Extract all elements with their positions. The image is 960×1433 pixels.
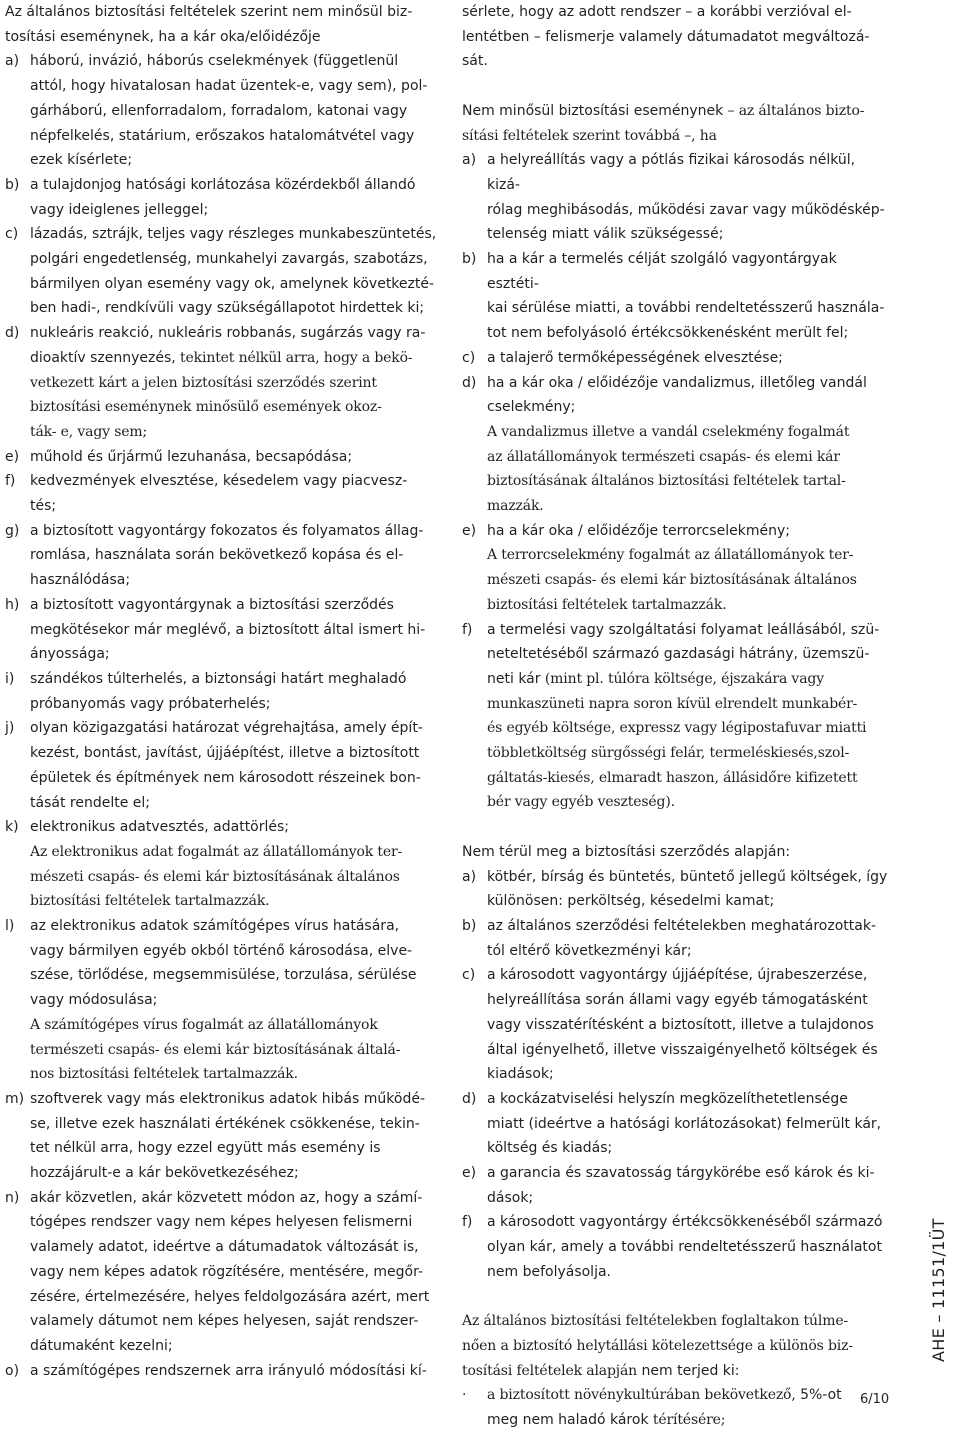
text-line [487,667,890,692]
text-line: dátumaként kezelni; [30,1337,173,1354]
text-line: a termelési vagy szolgáltatási folyamat leállásából, szü- [487,621,880,638]
text-line: helyreállítása során állami vagy egyéb támogatásként [487,992,868,1009]
left-list-item [5,593,443,667]
text-line: tását rendelte el; [30,794,150,811]
left-paragraph [5,0,443,49]
page-number: 6/10 [860,1392,890,1407]
text-line: által igényelhető, illetve visszaigényelhető költségek és [487,1041,878,1058]
text-line: sát. [462,53,488,70]
right-paragraph [462,1309,890,1383]
text-line: dások; [487,1189,534,1206]
text-line: vagy bármilyen egyéb okból történő károsodása, elve- [30,942,413,959]
text-line: szoftverek vagy más elektronikus adatok hibás működé- [30,1090,425,1107]
right-list-item [462,865,890,914]
paragraph-gap [462,74,890,99]
text-line: különösen: perköltség, késedelmi kamat; [487,893,775,910]
text-line: gárháború, ellenforradalom, forradalom, katonai vagy [30,102,408,119]
text-line: többletköltség sürgősségi felár, termeléskiesés,szol- [487,745,850,762]
right-list-item [462,618,890,816]
text-line: a károsodott vagyontárgy újjáépítése, újrabeszerzése, [487,967,868,984]
right-paragraph [462,99,890,148]
text-line: lázadás, sztrájk, teljes vagy részleges munkabeszüntetés, [30,226,437,243]
text-line: vagy visszatérítésként a biztosított, illetve a tulajdonos [487,1016,874,1033]
paragraph-gap [462,1285,890,1310]
left-list-item [5,914,443,1087]
text-line: biztosítási feltételek tartalmazzák. [487,596,727,613]
list-item-label: e) [462,522,477,539]
text-line: nos biztosítási feltételek tartalmazzák. [30,1066,298,1083]
text-line: bármilyen olyan esemény vagy ok, amelynek következté- [30,275,435,292]
text-line: próbanyomás vagy próbaterhelés; [30,695,271,712]
text-line: ha a kár oka / előidézője terrorcselekmény; [487,522,790,539]
text-line-part: térítésére; [648,1412,726,1429]
right-paragraph [462,0,890,74]
text-line: ha a kár oka / előidézője vandalizmus, illetőleg vandál [487,374,867,391]
text-line: költség és kiadás; [487,1140,613,1157]
text-line: cselekmény; [487,399,576,416]
list-item-label: g) [5,522,20,539]
text-line: a biztosított vagyontárgynak a biztosítási szerződés [30,596,394,613]
text-line-part: a biztosított növénykultúrában bekövetkező, [487,1387,796,1404]
left-list-item [5,222,443,321]
text-line-part: meg nem haladó károk [487,1412,649,1429]
left-list-item [5,469,443,518]
left-list-item [5,1359,443,1384]
text-line: olyan közigazgatási határozat végrehajtása, amely épít- [30,720,423,737]
text-line: tot nem befolyásoló értékcsökkenésként merült fel; [487,325,849,342]
text-line-part: neti kár [487,670,541,687]
right-list-item [462,519,890,618]
list-item-label: i) [5,670,15,687]
text-line: tógépes rendszer vagy nem képes helyesen felismerni [30,1214,413,1231]
left-list-item [5,815,443,914]
text-line: kötbér, bírság és büntetés, büntető jellegű költségek, így [487,868,888,885]
text-line: hozzájárult-e a kár bekövetkezéséhez; [30,1165,299,1182]
list-item-label: j) [5,720,15,737]
text-line: népfelkelés, statárium, erőszakos hatalomátvétel vagy [30,127,415,144]
list-item-label: a) [5,53,20,70]
right-list-item [462,247,890,346]
right-list-item [462,148,890,247]
list-item-label: c) [462,349,476,366]
text-line: a számítógépes rendszernek arra irányuló módosítási kí- [30,1362,427,1379]
text-line: lentétben – felismerje valamely dátumadatot megváltozá- [462,28,870,45]
text-line: valamely dátumot nem képes helyesen, saját rendszer- [30,1313,419,1330]
text-line: vagy módosulása; [30,992,158,1009]
text-line: zésére, értelmezésére, helyes feldolgozására azért, mert [30,1288,430,1305]
text-line: ha a kár a termelés célját szolgáló vagyontárgyak esztéti- [487,251,837,292]
left-list-item [5,173,443,222]
text-line: a károsodott vagyontárgy értékcsökkenéséből származó [487,1214,883,1231]
text-line: sítási feltételek szerint továbbá –, ha [462,127,717,144]
text-line: épületek és építmények nem károsodott részeinek bon- [30,769,421,786]
list-item-label: h) [5,596,20,613]
list-item-label: c) [462,967,476,984]
text-line: A terrorcselekmény fogalmát az állatállományok ter- [487,547,854,564]
right-list-item [462,1087,890,1161]
text-line-part: tekintet nélkül arra, hogy a bekö- [175,349,413,366]
text-line: a biztosított vagyontárgy fokozatos és folyamatos állag- [30,522,424,539]
list-item-label: · [462,1387,467,1404]
text-line: tól eltérő következményi kár; [487,942,692,959]
text-line: és egyéb költsége, expressz vagy légipostafuvar miatti [487,720,867,737]
text-line: rólag meghibásodás, működési zavar vagy működéskép- [487,201,885,218]
text-line: ányossága; [30,646,110,663]
text-line: természeti csapás- és elemi kár biztosításának általá- [30,1041,401,1058]
text-line [462,1359,890,1384]
list-item-label: b) [462,251,477,268]
text-line: neteltetéséből származó gazdasági hátrány, üzemszü- [487,646,870,663]
right-list-item [462,346,890,371]
list-item-label: l) [5,918,15,935]
text-line: ták- e, vagy sem; [30,423,148,440]
text-line: telenség miatt válik szükségessé; [487,226,724,243]
text-line-part: (mint pl. túlóra költsége, éjszakára vagy [540,670,824,687]
left-column [5,0,443,1383]
text-line: kezést, bontást, javítást, újjáépítést, illetve a biztosított [30,745,420,762]
text-line: polgári engedetlenség, munkahelyi zavargás, szabotázs, [30,251,428,268]
list-item-label: n) [5,1189,20,1206]
text-line: mazzák. [487,498,544,515]
right-column [462,0,890,1433]
text-line: kedvezmények elvesztése, késedelem vagy piacvesz- [30,473,408,490]
text-line: a garancia és szavatosság tárgykörébe eső károk és ki- [487,1165,875,1182]
text-line: használódása; [30,572,131,589]
text-line: mészeti csapás- és elemi kár biztosításának általános [487,572,857,589]
right-list-item [462,371,890,519]
list-item-label: d) [5,325,20,342]
right-paragraph [462,840,890,865]
text-line-part: – az általános bizto- [723,102,865,119]
text-line: tet nélkül arra, hogy ezzel együtt más esemény is [30,1140,381,1157]
text-line: nően a biztosító helytállási kötelezettsége a különös biz- [462,1337,853,1354]
list-item-label: f) [462,621,473,638]
text-line: biztosítási feltételek tartalmazzák. [30,893,270,910]
list-item-label: b) [5,176,20,193]
list-item-label: a) [462,152,477,169]
left-list-item [5,445,443,470]
text-line: Nem térül meg a biztosítási szerződés alapján: [462,843,791,860]
text-line: vagy ideiglenes jelleggel; [30,201,209,218]
list-item-label: k) [5,819,19,836]
text-line: kai sérülése miatti, a további rendeltetésszerű használa- [487,300,885,317]
text-line: tosítási eseménynek, ha a kár oka/előidézője [5,28,321,45]
left-list-item [5,519,443,593]
left-list-item [5,49,443,173]
text-line: kiadások; [487,1066,554,1083]
text-line-part: Nem minősül biztosítási eseménynek [462,102,724,119]
text-line: műhold és űrjármű lezuhanása, becsapódása; [30,448,353,465]
text-line: ben hadi-, rendkívüli vagy szükségállapotot hirdettek ki; [30,300,425,317]
text-line: gáltatás-kiesés, elmaradt haszon, állásidőre kifizetett [487,769,858,786]
text-line: miatt (ideértve a hatósági korlátozásokat) felmerült kár, [487,1115,882,1132]
text-line: az általános szerződési feltételekben meghatározottak- [487,917,876,934]
text-line [462,99,890,124]
text-line: nukleáris reakció, nukleáris robbanás, sugárzás vagy ra- [30,325,426,342]
list-item-label: o) [5,1362,20,1379]
text-line: olyan kár, amely a további rendeltetésszerű használatot [487,1239,882,1256]
left-list-item [5,1186,443,1359]
text-line: az állatállományok természeti csapás- és elemi kár [487,448,840,465]
text-line: biztosításának általános biztosítási feltételek tartal- [487,473,846,490]
text-line: vagy nem képes adatok rögzítésére, mentésére, megőr- [30,1263,424,1280]
right-list-item [462,914,890,963]
paragraph-gap [462,815,890,840]
text-line: a kockázatviselési helyszín megközelíthetetlensége [487,1090,848,1107]
text-line-part: tosítási feltételek alapján [462,1362,638,1379]
text-line: sérlete, hogy az adott rendszer – a korábbi verzióval el- [462,4,852,20]
text-line: Az általános biztosítási feltételekben foglaltakon túlme- [462,1313,849,1330]
text-line-part: dioaktív szennyezés, [30,349,176,366]
text-line-part: nem terjed ki: [637,1362,740,1379]
text-line: az elektronikus adatok számítógépes vírus hatására, [30,918,400,935]
list-item-label: d) [462,374,477,391]
text-line: elektronikus adatvesztés, adattörlés; [30,819,290,836]
text-line: a helyreállítás vagy a pótlás fizikai károsodás nélkül, kizá- [487,152,856,193]
list-item-label: f) [5,473,16,490]
text-line: a talajerő termőképességének elvesztése; [487,349,783,366]
text-line: A vandalizmus illetve a vandál cselekmény fogalmát [487,423,850,440]
text-line: mészeti csapás- és elemi kár biztosításának általános [30,868,400,885]
text-line: ezek kísérlete; [30,152,133,169]
text-line: szándékos túlterhelés, a biztonsági határt meghaladó [30,670,407,687]
text-line [487,1383,890,1408]
text-line: A számítógépes vírus fogalmát az állatállományok [30,1016,378,1033]
text-line: Az elektronikus adat fogalmát az állatállományok ter- [30,843,403,860]
list-item-label: e) [5,448,20,465]
text-line: a tulajdonjog hatósági korlátozása közérdekből állandó [30,176,416,193]
document-code: AHE – 11151/1ÜT [929,1218,948,1362]
list-item-label: c) [5,226,19,243]
text-line: akár közvetlen, akár közvetett módon az, hogy a számí- [30,1189,423,1206]
text-line: tés; [30,498,57,515]
text-line: attól, hogy hivatalosan hadat üzentek-e, vagy sem), pol- [30,78,428,95]
right-list-item [462,963,890,1087]
list-item-label: d) [462,1090,477,1107]
text-line: nem befolyásolja. [487,1263,611,1280]
right-list-item [462,1383,890,1432]
text-line: romlása, használata során bekövetkező kopása és el- [30,547,404,564]
right-list-item [462,1210,890,1284]
text-line: biztosítási eseménynek minősülő események okoz- [30,399,382,416]
text-line: valamely adatot, ideértve a dátumadatok változását is, [30,1239,419,1256]
text-line [487,1408,890,1433]
text-line: megkötésekor már meglévő, a biztosított által ismert hi- [30,621,426,638]
text-line: se, illetve ezek használati értékének csökkenése, tekin- [30,1115,420,1132]
left-list-item [5,1087,443,1186]
list-item-label: e) [462,1165,477,1182]
text-line [30,346,443,371]
text-line-part: 5%-ot [795,1387,842,1404]
text-line: munkaszüneti napra soron kívül elrendelt munkabér- [487,695,858,712]
right-list-item [462,1161,890,1210]
list-item-label: m) [5,1090,25,1107]
list-item-label: f) [462,1214,473,1231]
text-line: háború, invázió, háborús cselekmények (függetlenül [30,53,399,70]
text-line: Az általános biztosítási feltételek szerint nem minősül biz- [5,4,413,20]
text-line: bér vagy egyéb veszteség). [487,794,675,811]
left-list-item [5,321,443,445]
text-line: vetkezett kárt a jelen biztosítási szerződés szerint [30,374,377,391]
left-list-item [5,667,443,716]
list-item-label: b) [462,917,477,934]
list-item-label: a) [462,868,477,885]
text-line: szése, törlődése, megsemmisülése, torzulása, sérülése [30,967,417,984]
left-list-item [5,716,443,815]
